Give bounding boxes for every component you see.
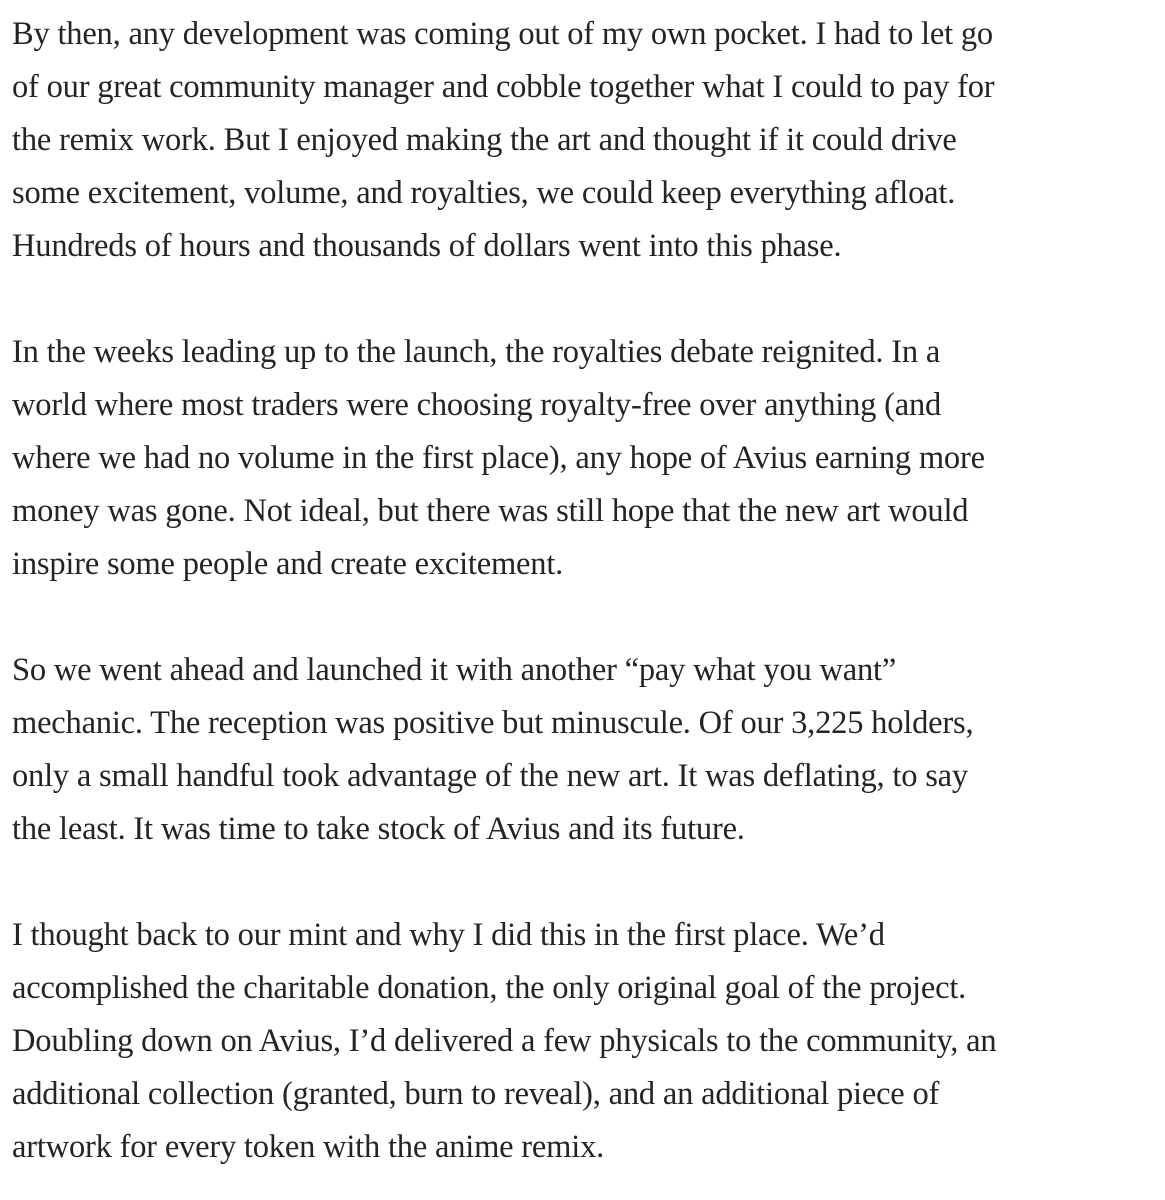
paragraph-personal-funding (12, 8, 1149, 273)
paragraph-reflection (12, 909, 1149, 1174)
paragraph-line: In the weeks leading up to the launch, the royalties debate reignited. In a (12, 334, 941, 370)
paragraph-line: Doubling down on Avius, I’d delivered a few physicals to the community, an (12, 1023, 997, 1059)
paragraph-line: only a small handful took advantage of the new art. It was deflating, to say (12, 758, 968, 794)
paragraph-line: I thought back to our mint and why I did this in the first place. We’d (12, 917, 885, 953)
paragraph-line: the remix work. But I enjoyed making the art and thought if it could drive (12, 122, 957, 158)
paragraph-line: of our great community manager and cobble together what I could to pay for (12, 69, 995, 105)
paragraph-line: world where most traders were choosing royalty-free over anything (and (12, 387, 942, 423)
paragraph-line: money was gone. Not ideal, but there was still hope that the new art would (12, 493, 969, 529)
paragraph-launch-reception (12, 644, 1149, 856)
paragraph-line: By then, any development was coming out of my own pocket. I had to let go (12, 16, 993, 52)
paragraph-line: So we went ahead and launched it with another “pay what you want” (12, 652, 897, 688)
paragraph-line: some excitement, volume, and royalties, we could keep everything afloat. (12, 175, 956, 211)
paragraph-royalties-debate (12, 326, 1149, 591)
paragraph-line: accomplished the charitable donation, the only original goal of the project. (12, 970, 967, 1006)
paragraph-line: inspire some people and create excitement. (12, 546, 564, 582)
paragraph-line: mechanic. The reception was positive but minuscule. Of our 3,225 holders, (12, 705, 974, 741)
paragraph-line: additional collection (granted, burn to reveal), and an additional piece of (12, 1076, 940, 1112)
paragraph-line: Hundreds of hours and thousands of dollars went into this phase. (12, 228, 842, 264)
paragraph-line: where we had no volume in the first place), any hope of Avius earning more (12, 440, 985, 476)
paragraph-line: artwork for every token with the anime remix. (12, 1129, 605, 1165)
paragraph-line: the least. It was time to take stock of Avius and its future. (12, 811, 745, 847)
